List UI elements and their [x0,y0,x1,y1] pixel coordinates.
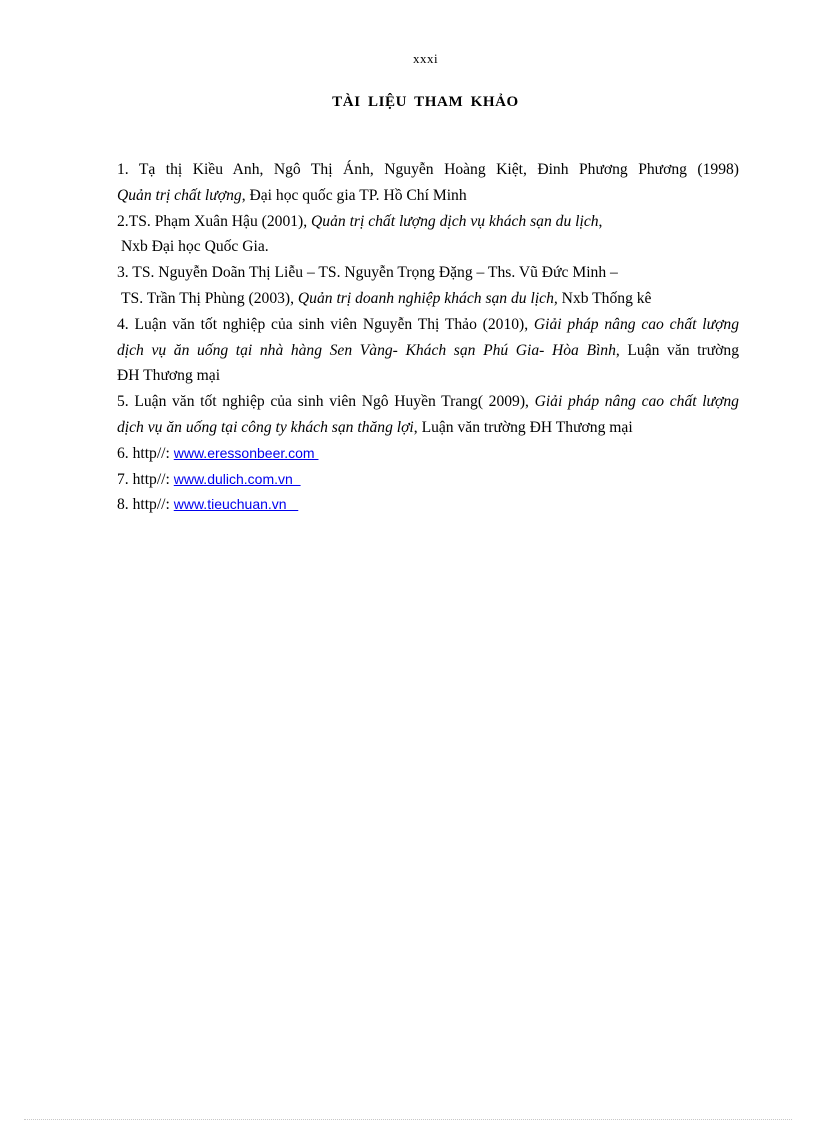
reference-7 [117,467,739,493]
reference-4-title-part-2: dịch vụ ăn uống tại nhà hàng Sen Vàng- Khách sạn Phú Gia- Hòa Bình [117,341,616,359]
reference-3-line-2 [117,286,739,312]
reference-3-line-1 [117,260,739,286]
reference-3-title: Quản trị doanh nghiệp khách sạn du lịch, [297,289,558,307]
page-number: xxxi [412,51,439,66]
reference-8-prefix: 8. http//: [117,496,174,514]
reference-5-line-2 [117,415,739,441]
reference-3-authors: 3. TS. Nguyễn Doãn Thị Liễu – TS. Nguyễn Trọng Đặng – Ths. Vũ Đức Minh – [117,264,618,282]
reference-7-prefix: 7. http//: [117,470,174,488]
reference-4-line-3 [117,363,739,389]
reference-4-title-part-1: Giải pháp nâng cao chất lượng [533,315,739,333]
page-title: TÀI LIỆU THAM KHẢO [332,94,519,110]
reference-5-authors: 5. Luận văn tốt nghiệp của sinh viên Ngô Huyền Trang( 2009), [117,393,535,411]
reference-1-authors: 1. Tạ thị Kiều Anh, Ngô Thị Ánh, Nguyễn Hoàng Kiệt, Đinh Phương Phương (1998) [117,161,739,178]
reference-8 [117,492,739,518]
reference-4-source: , Luận văn trường [615,341,739,359]
reference-1-line-1 [117,157,739,183]
page-bottom-border [24,1119,792,1120]
reference-5-title-part-1: Giải pháp nâng cao chất lượng [534,393,739,411]
reference-5-line-1 [117,389,739,415]
reference-2-title: Quản trị chất lượng dịch vụ khách sạn du lịch [311,212,599,230]
reference-7-link[interactable]: www.dulich.com.vn [173,470,301,487]
reference-1-title: Quản trị chất lượng [117,186,242,204]
reference-6-link[interactable]: www.eressonbeer.com [173,444,319,461]
reference-2-authors: 2.TS. Phạm Xuân Hậu (2001), [117,212,312,230]
reference-2-comma: , [598,212,603,230]
reference-4-line-2 [117,338,739,364]
reference-5-title-part-2: dịch vụ ăn uống tại công ty khách sạn thăng lợi [117,418,414,436]
reference-1-publisher: , Đại học quốc gia TP. Hồ Chí Minh [241,186,467,204]
reference-4-line-1 [117,312,739,338]
reference-4-institution: ĐH Thương mại [117,367,221,385]
reference-5-source: , Luận văn trường ĐH Thương mại [413,418,633,436]
reference-1-line-2 [117,183,739,209]
reference-2-publisher: Nxb Đại học Quốc Gia. [121,238,269,256]
reference-2-line-1 [117,209,739,235]
reference-8-link[interactable]: www.tieuchuan.vn [173,496,299,513]
reference-6 [117,441,739,467]
reference-list [117,157,739,518]
reference-6-prefix: 6. http//: [117,444,174,462]
reference-3-publisher: Nxb Thống kê [557,289,652,307]
reference-4-authors: 4. Luận văn tốt nghiệp của sinh viên Nguyễn Thị Thảo (2010), [117,315,534,333]
reference-2-line-2 [117,234,739,260]
reference-3-author-year: TS. Trần Thị Phùng (2003), [121,289,298,307]
